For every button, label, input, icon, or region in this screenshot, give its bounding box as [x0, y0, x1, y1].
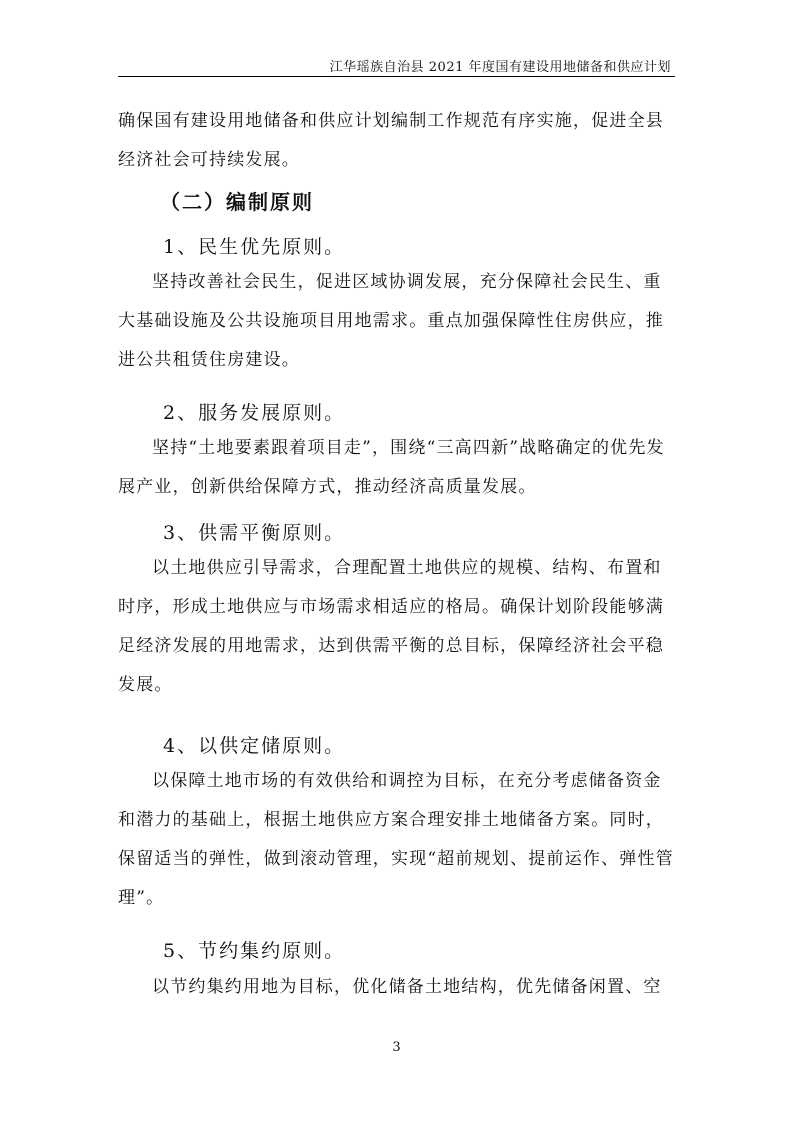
principle-1-text: 坚持改善社会民生，促进区域协调发展，充分保障社会民生、重大基础设施及公共设施项目用地需求。重点加强保障性住房供应，推进公共租赁住房建设。 [118, 272, 664, 370]
header-title: 江华瑶族自治县 2021 年度国有建设用地储备和供应计划 [329, 60, 671, 75]
page-number: 3 [392, 1040, 401, 1055]
section-title: （二）编制原则 [160, 190, 314, 214]
principle-5-text: 以节约集约用地为目标，优化储备土地结构，优先储备闲置、空 [152, 977, 662, 997]
principle-2-heading: 2、服务发展原则。 [163, 402, 346, 424]
principle-4-heading: 4、以供定储原则。 [163, 735, 346, 757]
principle-5-heading: 5、节约集约原则。 [163, 940, 346, 962]
principle-2-text: 坚持“土地要素跟着项目走”，围绕“三高四新”战略确定的优先发展产业，创新供给保障方式，推动经济高质量发展。 [118, 438, 665, 497]
principle-3-text: 以土地供应引导需求，合理配置土地供应的规模、结构、布置和时序，形成土地供应与市场需求相适应的格局。确保计划阶段能够满足经济发展的用地需求，达到供需平衡的总目标，保障经济社会平稳发展。 [118, 558, 664, 695]
intro-paragraph: 确保国有建设用地储备和供应计划编制工作规范有序实施，促进全县经济社会可持续发展。 [118, 111, 664, 170]
page-header [118, 52, 675, 77]
principle-1-heading: 1、民生优先原则。 [163, 236, 346, 258]
principle-4-text: 以保障土地市场的有效供给和调控为目标，在充分考虑储备资金和潜力的基础上，根据土地供应方案合理安排土地储备方案。同时，保留适当的弹性，做到滚动管理，实现“超前规划、提前运作、弹性管理”。 [118, 771, 674, 908]
principle-3-heading: 3、供需平衡原则。 [163, 522, 346, 544]
